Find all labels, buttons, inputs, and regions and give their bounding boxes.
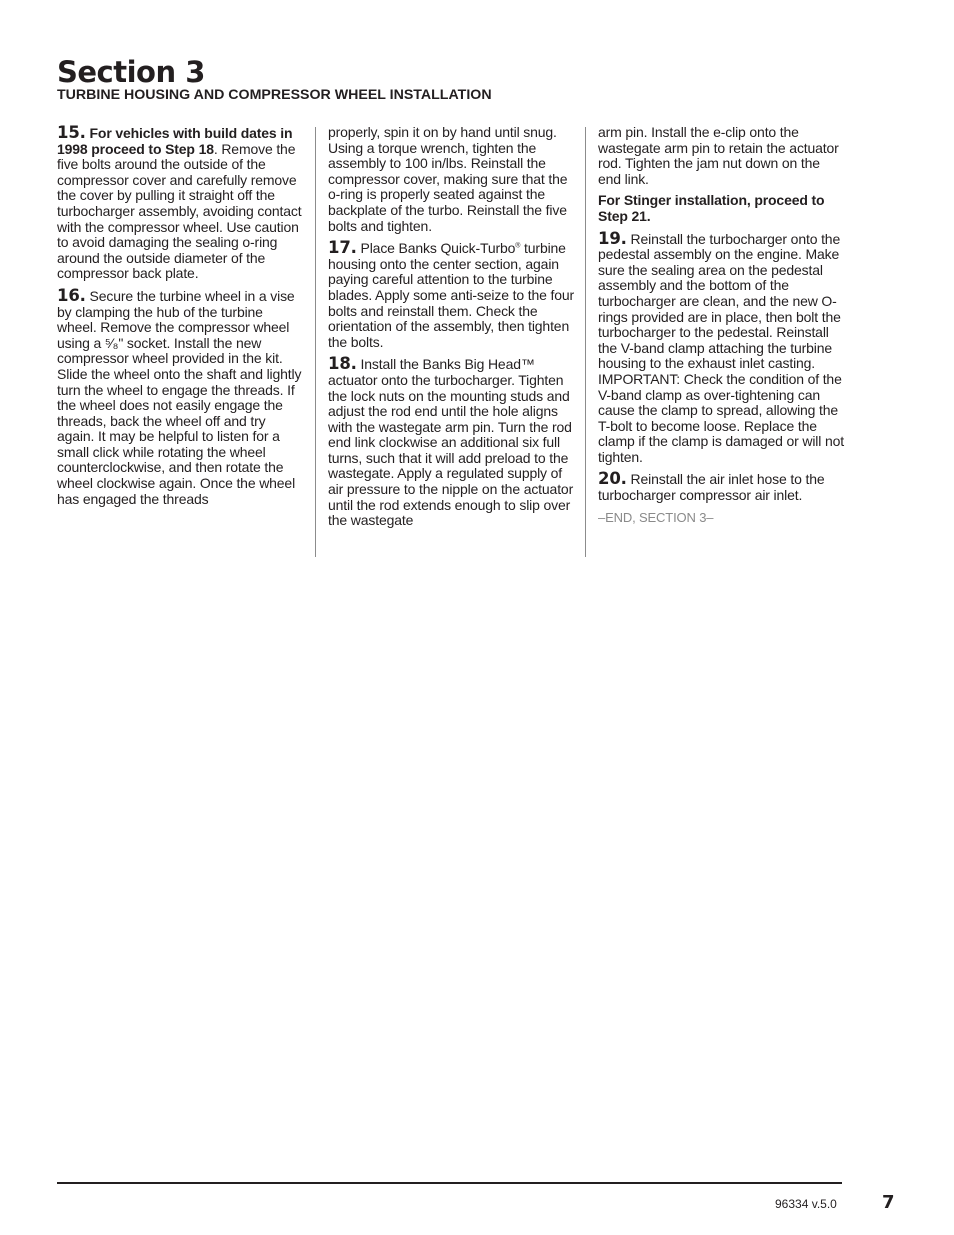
- step-20-body: Reinstall the air inlet hose to the turbocharger compressor air inlet.: [598, 471, 825, 504]
- section-title: Section 3: [57, 55, 205, 89]
- step-15-lead-end: .: [213, 140, 218, 157]
- step-15-body: Remove the five bolts around the outside of the compressor cover and carefully remove the cover by pulling it straight off the turbocharger assembly, avoiding contact with the compressor wheel. Use caution to avoid damaging the sealing o-ring around the outside diameter of the compressor back plate.: [57, 140, 302, 282]
- step-17-body-post: turbine housing onto the center section, again paying careful attention to the turbine blades. Apply some anti-seize to the four bolts and reinstall them. Check the orientation of the assembly, then tighten the bolts.: [328, 240, 574, 350]
- stinger-note: For Stinger installation, proceed to Step 21.: [598, 192, 825, 224]
- step-19-number: 19.: [598, 228, 627, 248]
- step-18-body: Install the Banks Big Head™ actuator onto the turbocharger. Tighten the lock nuts on the mounting studs and adjust the rod end until the hole aligns with the wastegate arm pin. Turn the rod end link clockwise an additional six full turns, such that it will add preload to the wastegate. Apply a regulated supply of air pressure to the nipple on the actuator until the rod extends enough to slip over the wastegate: [328, 356, 574, 529]
- footer-rule: [57, 1182, 842, 1184]
- page-number: 7: [882, 1192, 895, 1213]
- step-16: [57, 285, 302, 507]
- step-18: [328, 356, 576, 529]
- step-17-body-pre: Place Banks Quick-Turbo: [360, 240, 516, 257]
- section-subtitle: TURBINE HOUSING AND COMPRESSOR WHEEL INSTALLATION: [57, 87, 492, 103]
- step-17: [328, 240, 576, 350]
- step-16-body: Secure the turbine wheel in a vise by clamping the hub of the turbine wheel. Remove the compressor wheel using a ⁵⁄₈" socket. Install the new compressor wheel provided in the kit. Slide the wheel onto the shaft and lightly turn the wheel to engage the threads. If the wheel does not easily engage the threads, back the wheel off and try again. It may be helpful to listen for a small click while rotating the wheel counterclockwise, and then rotate the wheel clockwise again. Once the wheel has engaged the threads: [57, 287, 302, 507]
- column-divider-1: [315, 127, 316, 557]
- document-id: 96334 v.5.0: [775, 1197, 837, 1211]
- step-20-number: 20.: [598, 469, 627, 489]
- step-18-number: 18.: [328, 354, 357, 374]
- end-section-marker: –END, SECTION 3–: [598, 509, 714, 525]
- column-divider-2: [585, 127, 586, 557]
- step-20: [598, 471, 846, 503]
- step-15-number: 15.: [57, 123, 86, 142]
- column-1: [57, 125, 302, 513]
- registered-mark: ®: [515, 242, 521, 250]
- step-19-body: Reinstall the turbocharger onto the pedestal assembly on the engine. Make sure the sealing area on the pedestal assembly and the bottom of the turbocharger are clean, and the new O-rings provided are in place, then bolt the turbocharger to the pedestal. Reinstall the V-band clamp attaching the turbine housing to the exhaust inlet casting. IMPORTANT: Check the condition of the V-band clamp as over-tightening can cause the clamp to spread, allowing the T-bolt to become loose. Replace the clamp if the clamp is damaged or will not tighten.: [598, 230, 844, 465]
- step-16-number: 16.: [57, 285, 86, 305]
- column-3: [598, 125, 846, 531]
- step-17-number: 17.: [328, 238, 357, 258]
- step-16-continued: properly, spin it on by hand until snug. Using a torque wrench, tighten the assembly to 100 in/lbs. Reinstall the compressor cover, making sure that the o-ring is properly seated against the backplate of the turbo. Reinstall the five bolts and tighten.: [328, 124, 568, 234]
- step-15-lead: For vehicles with build dates in 1998 proceed to Step 18: [57, 125, 293, 157]
- column-2: [328, 125, 576, 535]
- step-15: [57, 125, 302, 282]
- step-19: [598, 228, 846, 466]
- step-18-continued: arm pin. Install the e-clip onto the wastegate arm pin to retain the actuator rod. Tighten the jam nut down on the end link.: [598, 124, 839, 187]
